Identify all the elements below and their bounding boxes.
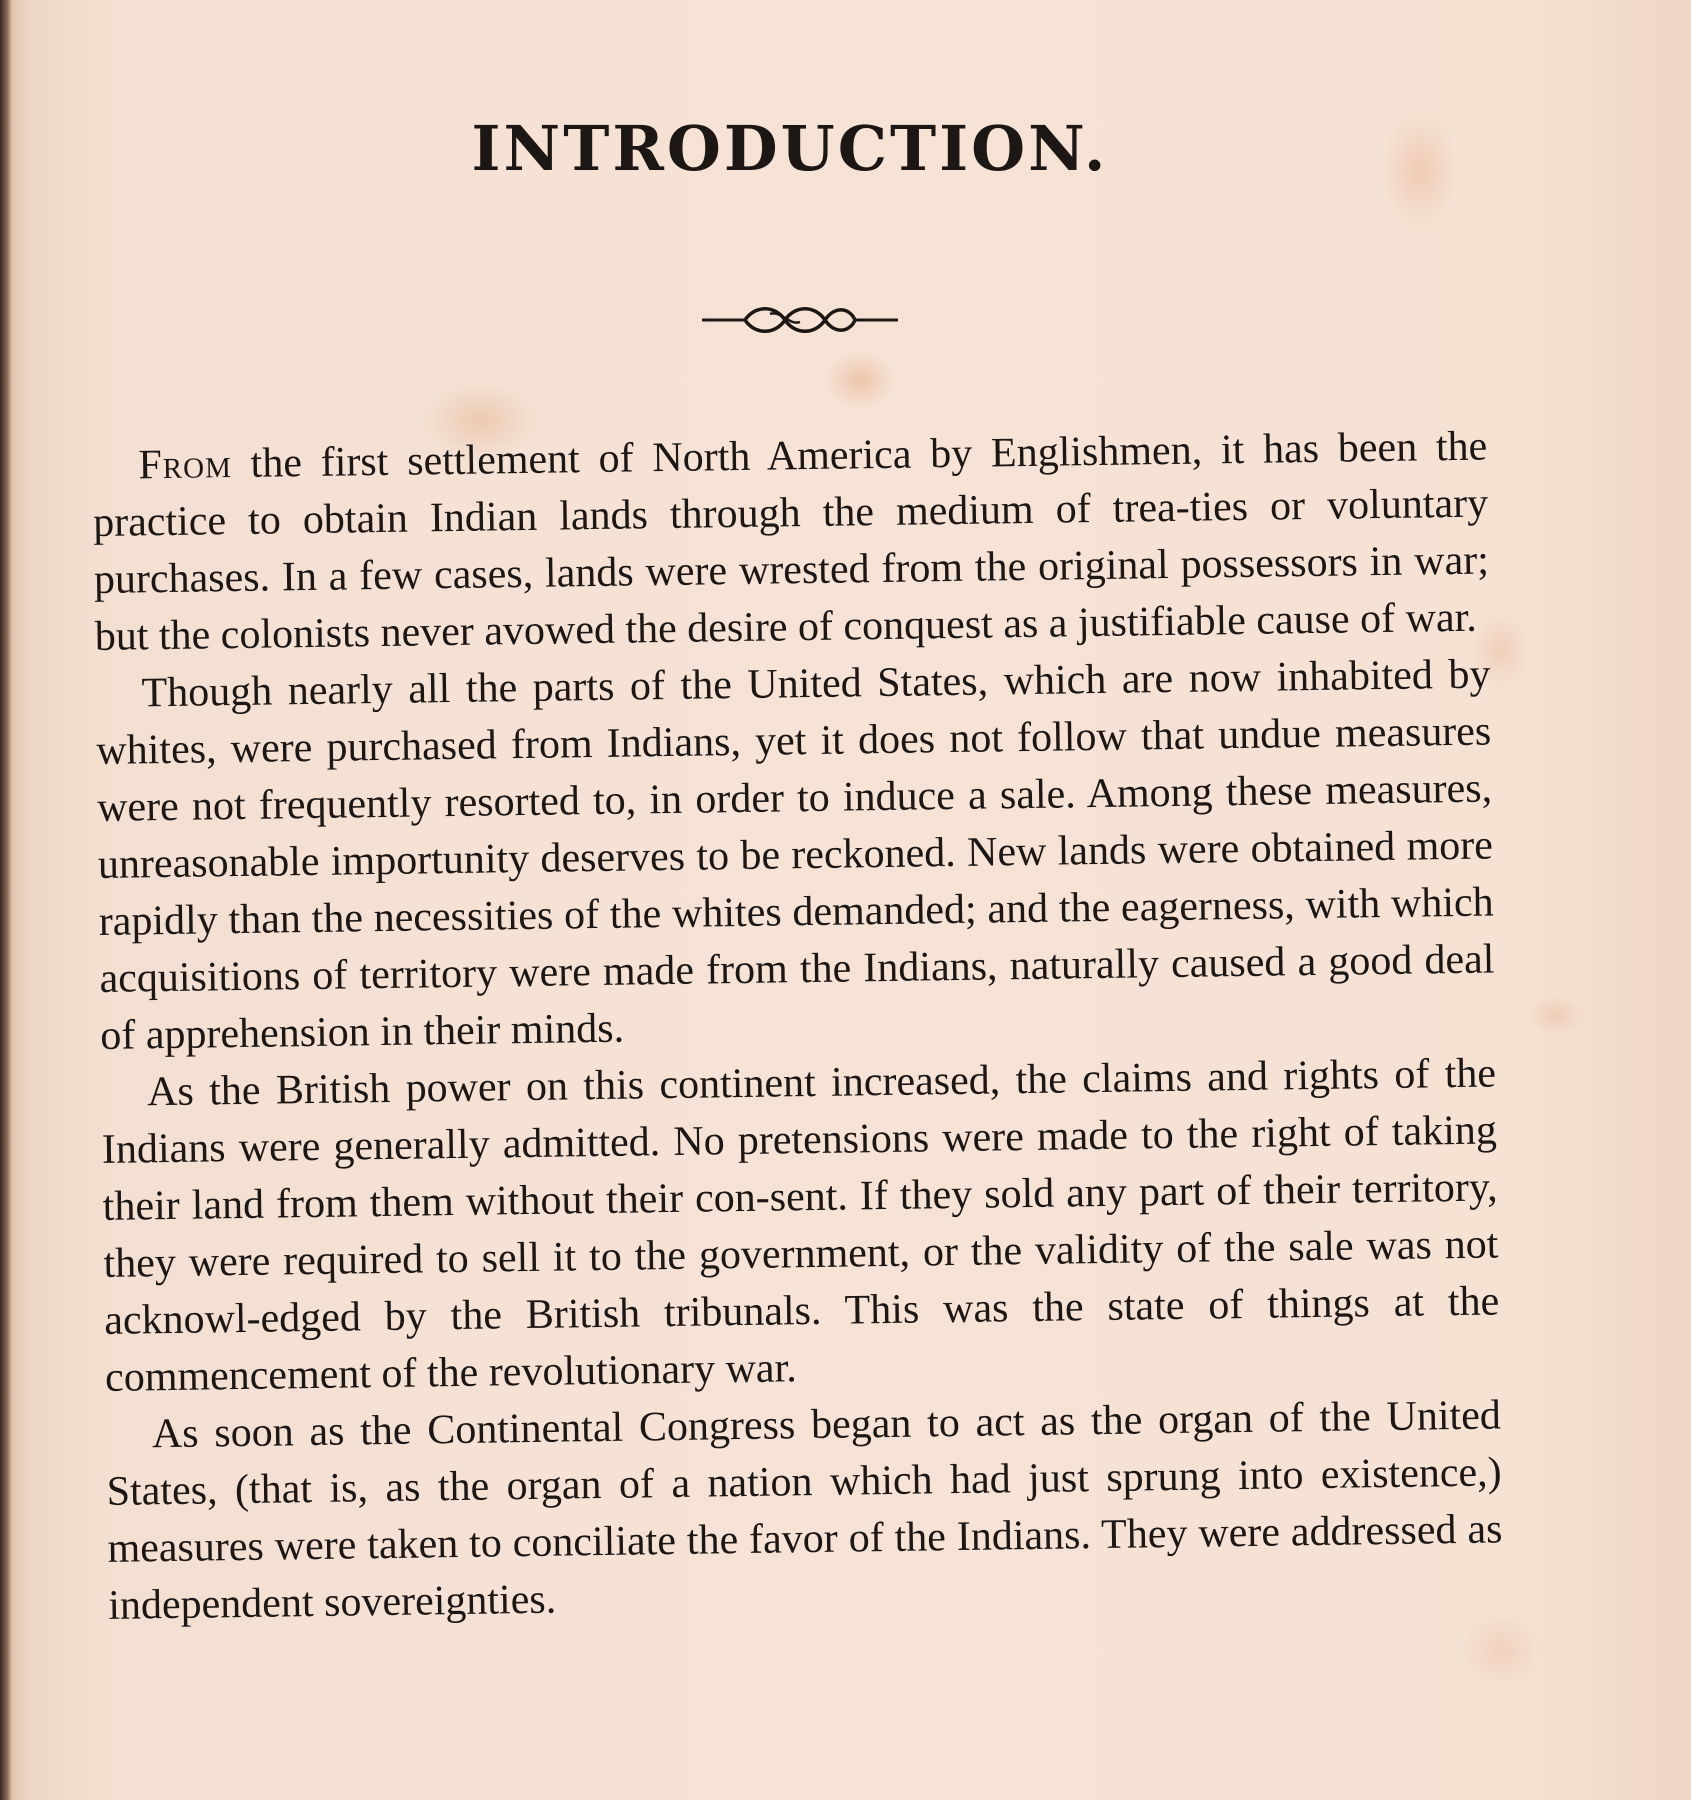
knot-ornament-icon — [700, 300, 900, 340]
body-text — [92, 419, 1504, 1635]
book-spine-edge — [0, 0, 12, 1800]
paragraph-4 — [106, 1387, 1504, 1634]
page-title: INTRODUCTION. — [471, 112, 1109, 185]
paragraph-3 — [101, 1045, 1501, 1406]
paragraph-2 — [95, 647, 1495, 1065]
paragraph-3-text: As the British power on this continent increased, the claims and rights of the Indians were generally admitted. No pretensions were made to the right of taking their land from them without their con-sent. If they sold any part of their territory, they were required to sell it to the government, or the validity of the sale was not acknowl-edged by the British tribunals. This was the state of things at the commencement of the revolutionary war. — [101, 1050, 1500, 1401]
paragraph-1-lead: From — [138, 441, 233, 489]
paragraph-1-text: the first settlement of North America by Englishmen, it has been the practice to obtain Indian lands through the medium of trea-ties or voluntary purchases. In a few cases, lands were wrested from the original possessors in war; but the colonists never avowed the desire of conquest as a justifiable cause of war. — [92, 423, 1490, 660]
paragraph-4-text: As soon as the Continental Congress began to act as the organ of the United States, (that is, as the organ of a nation which had just sprung into existence,) measures were taken to conciliate the favor of the Indians. They were addressed as independent sovereignties. — [106, 1392, 1503, 1629]
paragraph-2-text: Though nearly all the parts of the United States, which are now inhabited by whites, were purchased from Indians, yet it does not follow that undue measures were not frequently resorted to, in order to induce a sale. Among these measures, unreasonable importunity deserves to be reckoned. New lands were obtained more rapidly than the necessities of the whites demanded; and the eagerness, with which acquisitions of territory were made from the Indians, naturally caused a good deal of apprehension in their minds. — [96, 651, 1495, 1059]
paragraph-1 — [92, 419, 1490, 666]
